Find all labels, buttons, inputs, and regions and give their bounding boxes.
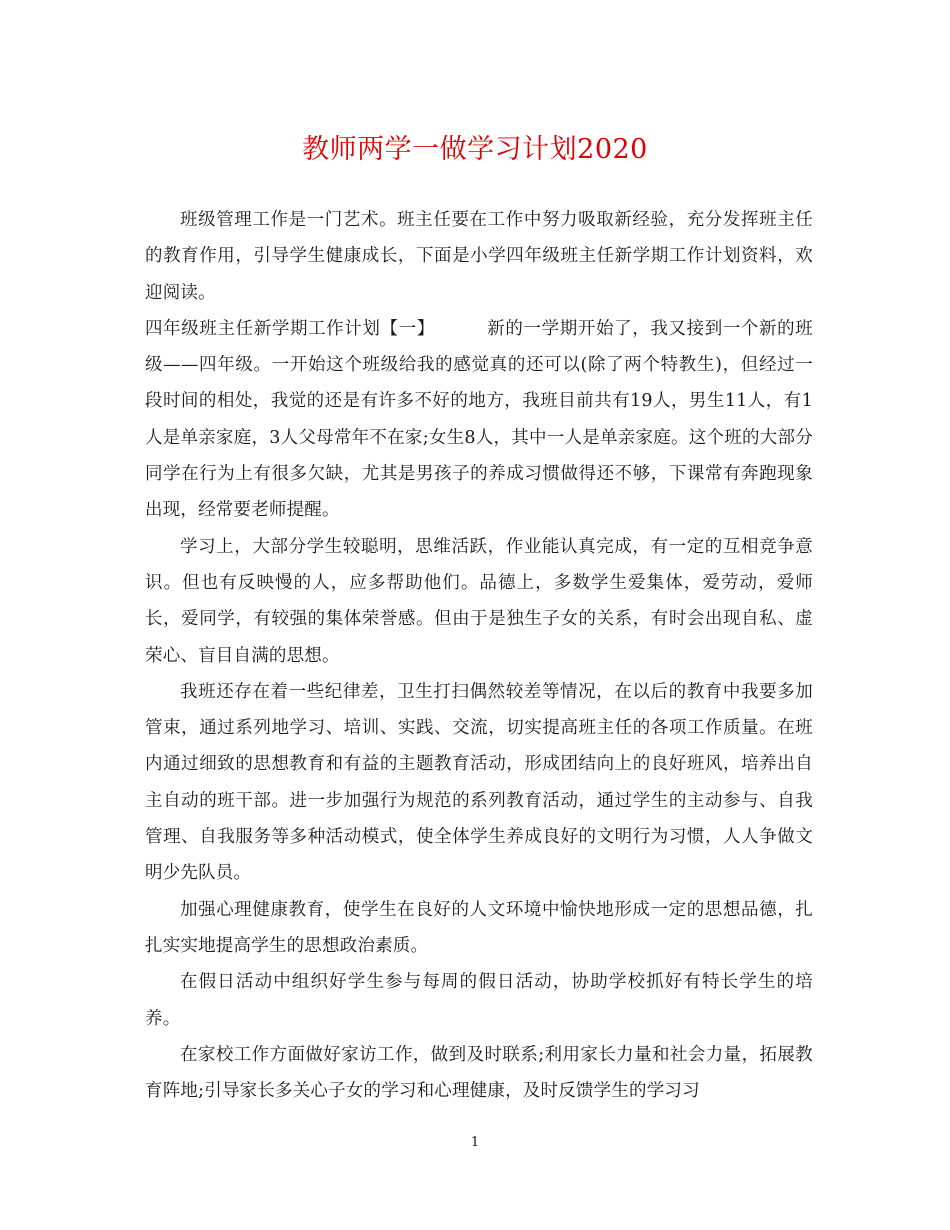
document-title: 教师两学一做学习计划2020 [302, 134, 648, 165]
page-number: 1 [470, 1135, 480, 1150]
document-body [145, 202, 813, 1109]
paragraph-holiday-activities: 在假日活动中组织好学生参与每周的假日活动，协助学校抓好有特长学生的培养。 [145, 972, 813, 1029]
paragraph-study: 学习上，大部分学生较聪明，思维活跃，作业能认真完成，有一定的互相竞争意识。但也有反映慢的人，应多帮助他们。品德上，多数学生爱集体，爱劳动，爱师长，爱同学，有较强的集体荣誉感。但由于是独生子女的关系，有时会出现自私、虚荣心、盲目自满的思想。 [145, 536, 813, 666]
section-heading-plan-one: 四年级班主任新学期工作计划【一】 [145, 318, 435, 339]
paragraph-discipline: 我班还存在着一些纪律差，卫生打扫偶然较差等情况，在以后的教育中我要多加管束，通过系列地学习、培训、实践、交流，切实提高班主任的各项工作质量。在班内通过细致的思想教育和有益的主题教育活动，形成团结向上的良好班风，培养出自主自动的班干部。进一步加强行为规范的系列教育活动，通过学生的主动参与、自我管理、自我服务等多种活动模式，使全体学生养成良好的文明行为习惯，人人争做文明少先队员。 [145, 681, 813, 884]
paragraph-home-school: 在家校工作方面做好家访工作，做到及时联系;利用家长力量和社会力量，拓展教育阵地;引导家长多关心子女的学习和心理健康，及时反馈学生的学习习 [145, 1044, 813, 1102]
paragraph-intro: 班级管理工作是一门艺术。班主任要在工作中努力吸取新经验，充分发挥班主任的教育作用，引导学生健康成长，下面是小学四年级班主任新学期工作计划资料，欢迎阅读。 [145, 210, 813, 303]
paragraph-plan-one [145, 311, 813, 529]
paragraph-plan-one-text: 新的一学期开始了，我又接到一个新的班级——四年级。一开始这个班级给我的感觉真的还可以(除了两个特教生)，但经过一段时间的相处，我觉的还是有许多不好的地方，我班目前共有19人，男生11人，有1人是单亲家庭，3人父母常年不在家;女生8人，其中一人是单亲家庭。这个班的大部分同学在行为上有很多欠缺，尤其是男孩子的养成习惯做得还不够，下课常有奔跑现象出现，经常要老师提醒。 [145, 318, 813, 521]
paragraph-mental-health: 加强心理健康教育，使学生在良好的人文环境中愉快地形成一定的思想品德，扎扎实实地提高学生的思想政治素质。 [145, 899, 813, 956]
